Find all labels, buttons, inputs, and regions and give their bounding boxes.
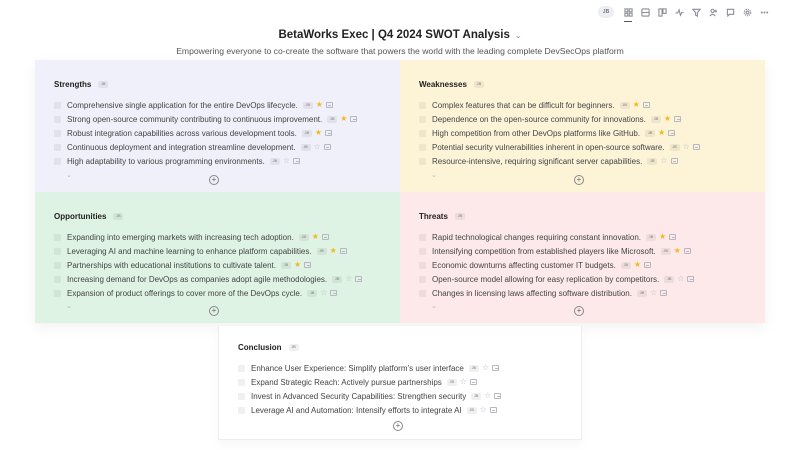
quadrant-title: Weaknesses — [419, 79, 467, 89]
owner-badge: JB — [98, 81, 108, 88]
item-checkbox[interactable] — [419, 290, 426, 297]
owner-badge: JB — [303, 102, 313, 109]
list-item[interactable] — [54, 98, 400, 112]
item-meta — [302, 129, 332, 137]
comment-icon[interactable] — [490, 407, 497, 413]
item-text: Complex features that can be difficult for beginners. — [432, 100, 615, 110]
star-outline-icon[interactable]: ☆ — [313, 142, 321, 151]
star-filled-icon[interactable]: ★ — [340, 114, 348, 123]
owner-badge: JB — [670, 144, 680, 151]
comment-icon[interactable] — [330, 290, 337, 296]
owner-badge: JB — [301, 144, 311, 151]
expand-chevron-icon[interactable]: ⌄ — [431, 303, 437, 310]
page-header — [0, 25, 800, 56]
item-meta — [270, 157, 300, 165]
list-item[interactable] — [419, 286, 765, 300]
list-item[interactable] — [419, 244, 765, 258]
list-item[interactable] — [54, 258, 400, 272]
comment-icon[interactable] — [671, 158, 678, 164]
item-meta — [327, 115, 357, 123]
item-text: Leverage AI and Automation: Intensify efforts to integrate AI — [251, 405, 462, 415]
owner-badge: JB — [302, 130, 312, 137]
star-filled-icon[interactable]: ★ — [294, 260, 302, 269]
owner-badge: JB — [455, 213, 465, 220]
comment-icon[interactable] — [492, 365, 499, 371]
list-item[interactable] — [419, 98, 765, 112]
comment-icon[interactable] — [668, 130, 675, 136]
item-text: Expansion of product offerings to cover more of the DevOps cycle. — [67, 288, 303, 298]
item-meta — [447, 378, 477, 386]
add-item-button[interactable]: + — [209, 175, 219, 185]
owner-badge: JB — [661, 248, 671, 255]
comment-icon[interactable] — [687, 276, 694, 282]
comment-icon[interactable] — [322, 234, 329, 240]
list-item[interactable] — [54, 272, 400, 286]
share-users-icon[interactable] — [705, 5, 721, 19]
star-outline-icon[interactable]: ☆ — [677, 274, 685, 283]
list-item[interactable] — [54, 140, 400, 154]
item-checkbox[interactable] — [54, 130, 61, 137]
star-filled-icon[interactable]: ★ — [315, 100, 323, 109]
list-item[interactable] — [238, 403, 581, 417]
owner-badge: JB — [647, 158, 657, 165]
star-filled-icon[interactable]: ★ — [658, 128, 666, 137]
item-meta — [637, 289, 667, 297]
item-meta — [621, 261, 651, 269]
item-checkbox[interactable] — [54, 102, 61, 109]
owner-badge: JB — [621, 262, 631, 269]
item-checkbox[interactable] — [54, 116, 61, 123]
comment-icon[interactable] — [293, 158, 300, 164]
list-item[interactable] — [54, 230, 400, 244]
item-checkbox[interactable] — [419, 102, 426, 109]
list-item[interactable] — [419, 272, 765, 286]
item-checkbox[interactable] — [419, 158, 426, 165]
item-text: Open-source model allowing for easy replication by competitors. — [432, 274, 660, 284]
item-meta — [620, 101, 650, 109]
item-meta — [301, 143, 331, 151]
star-outline-icon[interactable]: ☆ — [345, 274, 353, 283]
list-item[interactable] — [238, 375, 581, 389]
item-checkbox[interactable] — [54, 158, 61, 165]
item-meta — [661, 247, 691, 255]
more-icon[interactable] — [756, 5, 772, 19]
comment-icon[interactable] — [350, 116, 357, 122]
star-outline-icon[interactable]: ☆ — [479, 405, 487, 414]
item-meta — [332, 275, 362, 283]
comment-icon[interactable] — [355, 276, 362, 282]
owner-badge: JB — [113, 213, 123, 220]
star-outline-icon[interactable]: ☆ — [320, 288, 328, 297]
item-meta — [281, 261, 311, 269]
filter-icon[interactable] — [688, 5, 704, 19]
page-subtitle: Empowering everyone to co-create the software that powers the world with the leading complete DevSecOps platform — [176, 46, 624, 56]
owner-badge: JB — [299, 234, 309, 241]
owner-badge: JB — [646, 234, 656, 241]
item-meta — [646, 233, 676, 241]
item-text: Potential security vulnerabilities inherent in open-source software. — [432, 142, 665, 152]
list-item[interactable] — [54, 244, 400, 258]
strengths-list — [54, 98, 400, 168]
owner-badge: JB — [281, 262, 291, 269]
item-checkbox[interactable] — [419, 116, 426, 123]
item-meta — [467, 406, 497, 414]
add-item-button[interactable]: + — [209, 306, 219, 316]
owner-badge: JB — [332, 276, 342, 283]
expand-chevron-icon[interactable]: ⌄ — [66, 303, 72, 310]
item-checkbox[interactable] — [54, 248, 61, 255]
item-meta — [303, 101, 333, 109]
item-text: Expanding into emerging markets with increasing tech adoption. — [67, 232, 294, 242]
item-text: Robust integration capabilities across various development tools. — [67, 128, 297, 138]
star-filled-icon[interactable]: ★ — [632, 100, 640, 109]
add-item-button[interactable]: + — [574, 175, 584, 185]
owner-badge: JB — [651, 116, 661, 123]
weaknesses-quadrant — [400, 60, 765, 192]
item-checkbox[interactable] — [238, 407, 245, 414]
item-checkbox[interactable] — [54, 234, 61, 241]
item-checkbox[interactable] — [238, 365, 245, 372]
owner-badge: JB — [467, 407, 477, 414]
star-outline-icon[interactable]: ☆ — [484, 391, 492, 400]
conclusion-card — [218, 326, 582, 440]
owner-badge: JB — [469, 365, 479, 372]
star-filled-icon[interactable]: ★ — [673, 246, 681, 255]
comment-icon[interactable] — [669, 234, 676, 240]
item-meta — [664, 275, 694, 283]
weaknesses-list — [419, 98, 765, 168]
expand-chevron-icon[interactable]: ⌄ — [66, 172, 72, 179]
comment-icon[interactable] — [326, 102, 333, 108]
comment-icon[interactable] — [340, 248, 347, 254]
owner-badge: JB — [317, 248, 327, 255]
threats-quadrant — [400, 192, 765, 323]
item-checkbox[interactable] — [54, 276, 61, 283]
item-text: Intensifying competition from established players like Microsoft. — [432, 246, 656, 256]
top-toolbar — [598, 4, 773, 20]
comment-icon[interactable] — [644, 262, 651, 268]
item-checkbox[interactable] — [419, 130, 426, 137]
list-item[interactable] — [419, 140, 765, 154]
list-item[interactable] — [238, 361, 581, 375]
expand-chevron-icon[interactable]: ⌄ — [431, 172, 437, 179]
comment-icon[interactable] — [693, 144, 700, 150]
item-text: Increasing demand for DevOps as companies adopt agile methodologies. — [67, 274, 328, 284]
item-text: Strong open-source community contributing to continuous improvement. — [67, 114, 323, 124]
item-checkbox[interactable] — [419, 276, 426, 283]
item-meta — [645, 129, 675, 137]
owner-badge: JB — [637, 290, 647, 297]
opportunities-list — [54, 230, 400, 300]
strengths-quadrant — [35, 60, 400, 192]
grid-view-icon[interactable] — [620, 5, 636, 19]
star-filled-icon[interactable]: ★ — [659, 232, 667, 241]
comment-icon[interactable] — [325, 130, 332, 136]
item-text: Continuous deployment and integration streamline development. — [67, 142, 296, 152]
star-filled-icon[interactable]: ★ — [633, 260, 641, 269]
star-outline-icon[interactable]: ☆ — [682, 142, 690, 151]
item-text: Partnerships with educational institutions to cultivate talent. — [67, 260, 277, 270]
item-meta — [299, 233, 329, 241]
item-checkbox[interactable] — [419, 248, 426, 255]
title-dropdown-chevron-icon[interactable]: ⌄ — [514, 30, 522, 40]
comment-icon[interactable] — [684, 248, 691, 254]
page-title: BetaWorks Exec | Q4 2024 SWOT Analysis — [278, 29, 510, 41]
item-text: Leveraging AI and machine learning to enhance platform capabilities. — [67, 246, 312, 256]
item-meta — [307, 289, 337, 297]
item-text: High adaptability to various programming environments. — [67, 156, 265, 166]
comment-icon[interactable] — [660, 290, 667, 296]
item-meta — [471, 392, 501, 400]
activity-icon[interactable] — [671, 5, 687, 19]
board-view-icon[interactable] — [654, 5, 670, 19]
item-text: Resource-intensive, requiring significant server capabilities. — [432, 156, 643, 166]
owner-badge: JB — [327, 116, 337, 123]
swot-matrix — [35, 60, 765, 323]
comment-icon[interactable] — [304, 262, 311, 268]
settings-icon[interactable] — [739, 5, 755, 19]
comment-icon[interactable] — [470, 379, 477, 385]
item-checkbox[interactable] — [419, 144, 426, 151]
star-outline-icon[interactable]: ☆ — [481, 363, 490, 372]
star-filled-icon[interactable]: ★ — [329, 246, 337, 255]
star-outline-icon[interactable]: ☆ — [660, 156, 668, 165]
item-checkbox[interactable] — [54, 290, 61, 297]
item-checkbox[interactable] — [54, 144, 61, 151]
user-avatar[interactable]: JB — [598, 6, 614, 18]
item-checkbox[interactable] — [419, 234, 426, 241]
owner-badge: JB — [471, 393, 481, 400]
table-view-icon[interactable] — [637, 5, 653, 19]
item-text: Dependence on the open-source community for innovations. — [432, 114, 646, 124]
item-checkbox[interactable] — [54, 262, 61, 269]
item-text: Expand Strategic Reach: Actively pursue partnerships — [251, 377, 442, 387]
star-outline-icon[interactable]: ☆ — [282, 156, 291, 165]
owner-badge: JB — [664, 276, 674, 283]
item-meta — [651, 115, 681, 123]
list-item[interactable] — [238, 389, 581, 403]
item-text: Changes in licensing laws affecting software distribution. — [432, 288, 632, 298]
quadrant-title: Opportunities — [54, 211, 107, 221]
conclusion-list — [238, 361, 581, 417]
item-meta — [670, 143, 700, 151]
comment-icon[interactable] — [494, 393, 501, 399]
star-filled-icon[interactable]: ★ — [311, 232, 319, 241]
item-text: Rapid technological changes requiring constant innovation. — [432, 232, 642, 242]
list-item[interactable] — [54, 112, 400, 126]
list-item[interactable] — [54, 126, 400, 140]
list-item[interactable] — [54, 154, 400, 168]
owner-badge: JB — [645, 130, 655, 137]
list-item[interactable] — [419, 154, 765, 168]
item-meta — [469, 364, 499, 372]
list-item[interactable] — [54, 286, 400, 300]
quadrant-title: Strengths — [54, 79, 92, 89]
item-text: High competition from other DevOps platforms like GitHub. — [432, 128, 641, 138]
owner-badge: JB — [620, 102, 630, 109]
star-filled-icon[interactable]: ★ — [663, 114, 672, 123]
owner-badge: JB — [289, 344, 299, 351]
add-item-button[interactable]: + — [393, 421, 403, 431]
item-meta — [317, 247, 347, 255]
quadrant-title: Threats — [419, 211, 448, 221]
item-checkbox[interactable] — [238, 379, 245, 386]
item-text: Enhance User Experience: Simplify platform’s user interface — [251, 363, 464, 373]
list-item[interactable] — [419, 126, 765, 140]
star-filled-icon[interactable]: ★ — [314, 128, 323, 137]
item-text: Economic downturns affecting customer IT budgets. — [432, 260, 616, 270]
add-item-button[interactable]: + — [574, 306, 584, 316]
list-item[interactable] — [419, 258, 765, 272]
comment-icon[interactable] — [643, 102, 650, 108]
owner-badge: JB — [270, 158, 280, 165]
conclusion-title: Conclusion — [238, 342, 282, 352]
owner-badge: JB — [447, 379, 457, 386]
item-checkbox[interactable] — [419, 262, 426, 269]
comment-icon[interactable] — [674, 116, 681, 122]
item-text: Comprehensive single application for the entire DevOps lifecycle. — [67, 100, 298, 110]
list-item[interactable] — [419, 230, 765, 244]
comment-icon[interactable] — [324, 144, 331, 150]
owner-badge: JB — [307, 290, 317, 297]
list-item[interactable] — [419, 112, 765, 126]
item-checkbox[interactable] — [238, 393, 245, 400]
opportunities-quadrant — [35, 192, 400, 323]
star-outline-icon[interactable]: ☆ — [459, 377, 467, 386]
threats-list — [419, 230, 765, 300]
item-meta — [647, 157, 677, 165]
star-outline-icon[interactable]: ☆ — [649, 288, 658, 297]
owner-badge: JB — [474, 81, 484, 88]
item-text: Invest in Advanced Security Capabilities: Strengthen security — [251, 391, 467, 401]
comment-icon[interactable] — [722, 5, 738, 19]
